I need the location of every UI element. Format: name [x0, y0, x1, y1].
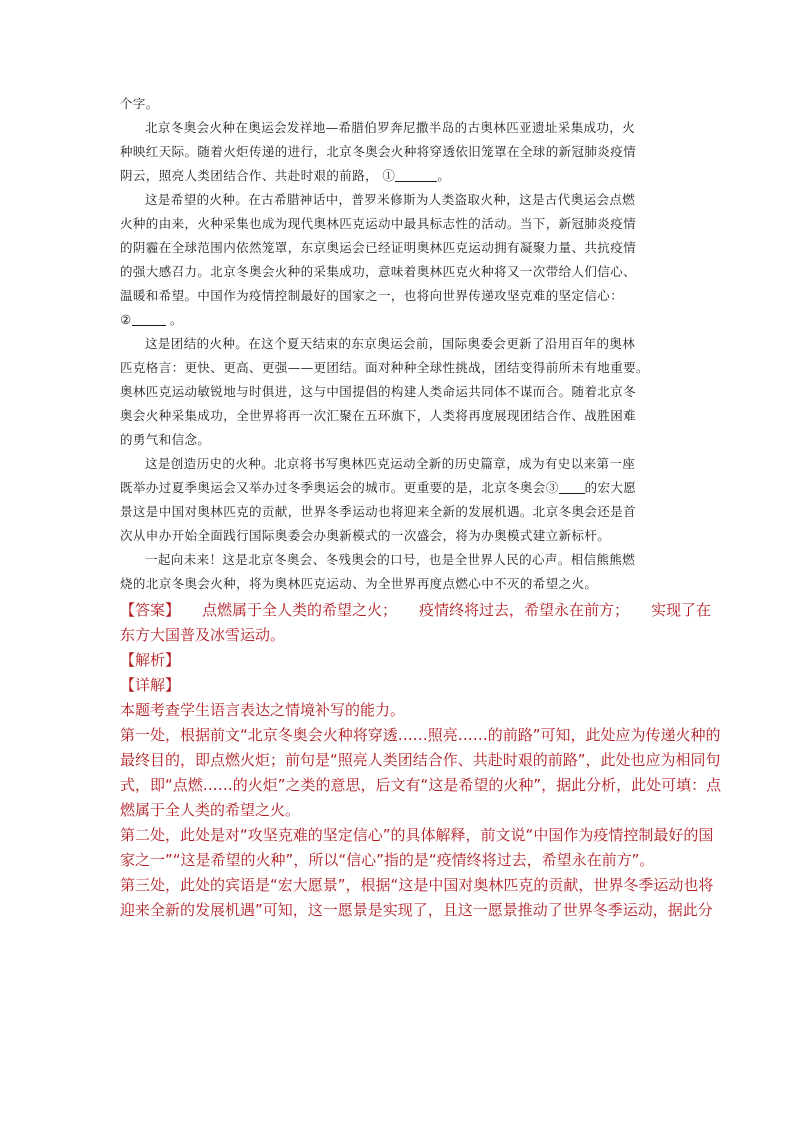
answer-continuation: 东方大国普及冰雪运动。: [120, 626, 286, 644]
answer-line: [120, 598, 712, 623]
detail-line: 燃属于全人类的希望之火。: [120, 801, 301, 819]
detail-line: 第三处，此处的宾语是“宏大愿景”，根据“这是中国对奥林匹克的贡献，世界冬季运动也将: [120, 876, 714, 894]
blank-marker: ①: [382, 168, 396, 183]
passage-line: 北京冬奥会火种在奥运会发祥地—希腊伯罗奔尼撒半岛的古奥林匹亚遗址采集成功，火: [145, 120, 636, 135]
blank-marker: ③: [545, 480, 559, 495]
passage-line: 这是创造历史的火种。北京将书写奥林匹克运动全新的历史篇章，成为有史以来第一座: [145, 456, 636, 471]
passage-line: 的强大感召力。北京冬奥会火种的采集成功，意味着奥林匹克火种将又一次带给人们信心、: [120, 264, 637, 279]
passage-text: 。: [437, 168, 451, 183]
passage-line: 这是团结的火种。在这个夏天结束的东京奥运会前，国际奥委会更新了沿用百年的奥林: [145, 336, 636, 351]
passage-line: 种映红天际。随着火炬传递的进行，北京冬奥会火种将穿透依旧笼罩在全球的新冠肺炎疫情: [120, 144, 637, 159]
answer-item: 实现了在: [651, 601, 712, 619]
detail-line: 第二处，此处是对“攻坚克难的坚定信心”的具体解释，前文说“中国作为疫情控制最好的国: [120, 826, 714, 844]
detail-line: 最终目的，即点燃火炬；前句是“照亮人类团结合作、共赴时艰的前路”，此处也应为相同句: [120, 751, 721, 769]
passage-line: 温暖和希望。中国作为疫情控制最好的国家之一，也将向世界传递攻坚克难的坚定信心：: [120, 288, 624, 303]
passage-line-blank-3: [120, 476, 680, 500]
fill-blank: [132, 311, 166, 326]
answer-section: [120, 598, 722, 923]
fill-blank: [395, 167, 437, 182]
passage-line: 这是希望的火种。在古希腊神话中，普罗米修斯为人类盗取火种，这是古代奥运会点燃: [145, 192, 636, 207]
detail-line: 式，即“点燃……的火炬”之类的意思，后文有“这是希望的火种”，据此分析，此处可填：点: [120, 776, 722, 794]
passage-text: 既举办过夏季奥运会又举办过冬季奥运会的城市。更重要的是，北京冬奥会: [120, 480, 546, 495]
fill-blank: [559, 479, 585, 494]
answer-item: 疫情终将过去，希望永在前方；: [419, 601, 630, 619]
passage: [120, 92, 680, 596]
passage-line: 火种的由来，火种采集也成为现代奥林匹克运动中最具标志性的活动。当下，新冠肺炎疫情: [120, 216, 637, 231]
passage-text: 阴云，照亮人类团结合作、共赴时艰的前路，: [120, 168, 379, 183]
passage-line: 的阴霾在全球范围内依然笼罩，东京奥运会已经证明奥林匹克运动拥有凝聚力量、共抗疫情: [120, 240, 637, 255]
passage-line: 次从申办开始全面践行国际奥委会办奥新模式的一次盛会，将为办奥模式建立新标杆。: [120, 528, 611, 543]
passage-line: 一起向未来！这是北京冬奥会、冬残奥会的口号，也是全世界人民的心声。相信熊熊燃: [145, 552, 636, 567]
document-page: [120, 92, 722, 923]
passage-line: 个字。: [120, 96, 159, 111]
detail-line: 家之一”“这是希望的火种”，所以“信心”指的是“疫情终将过去，希望永在前方”。: [120, 851, 655, 869]
passage-line: 的勇气和信念。: [120, 432, 211, 447]
detail-line: 第一处，根据前文“北京冬奥会火种将穿透……照亮……的前路”可知，此处应为传递火种的: [120, 726, 721, 744]
passage-text: 的宏大愿: [584, 480, 637, 495]
passage-line: 奥会火种采集成功，全世界将再一次汇聚在五环旗下，人类将再度展现团结合作、战胜困难: [120, 408, 637, 423]
detail-line: 本题考查学生语言表达之情境补写的能力。: [120, 701, 406, 719]
passage-line-blank-1: [120, 164, 680, 188]
passage-line: 匹克格言：更快、更高、更强——更团结。面对种种全球性挑战，团结变得前所未有地重要。: [120, 360, 649, 375]
blank-marker: ②: [120, 312, 132, 327]
analysis-label: 【解析】: [120, 651, 181, 669]
detail-line: 迎来全新的发展机遇”可知，这一愿景是实现了，且这一愿景推动了世界冬季运动，据此分: [120, 901, 713, 919]
detail-label: 【详解】: [120, 676, 181, 694]
passage-line-blank-2: [120, 308, 680, 332]
answer-item: 点燃属于全人类的希望之火；: [202, 601, 398, 619]
passage-line: 景这是中国对奥林匹克的贡献，世界冬季运动也将迎来全新的发展机遇。北京冬奥会还是首: [120, 504, 637, 519]
passage-text: 。: [169, 312, 183, 327]
answer-label: 【答案】: [120, 601, 181, 619]
passage-line: 奥林匹克运动敏锐地与时俱进，这与中国提倡的构建人类命运共同体不谋而合。随着北京冬: [120, 384, 637, 399]
passage-line: 烧的北京冬奥会火种，将为奥林匹克运动、为全世界再度点燃心中不灭的希望之火。: [120, 576, 598, 591]
